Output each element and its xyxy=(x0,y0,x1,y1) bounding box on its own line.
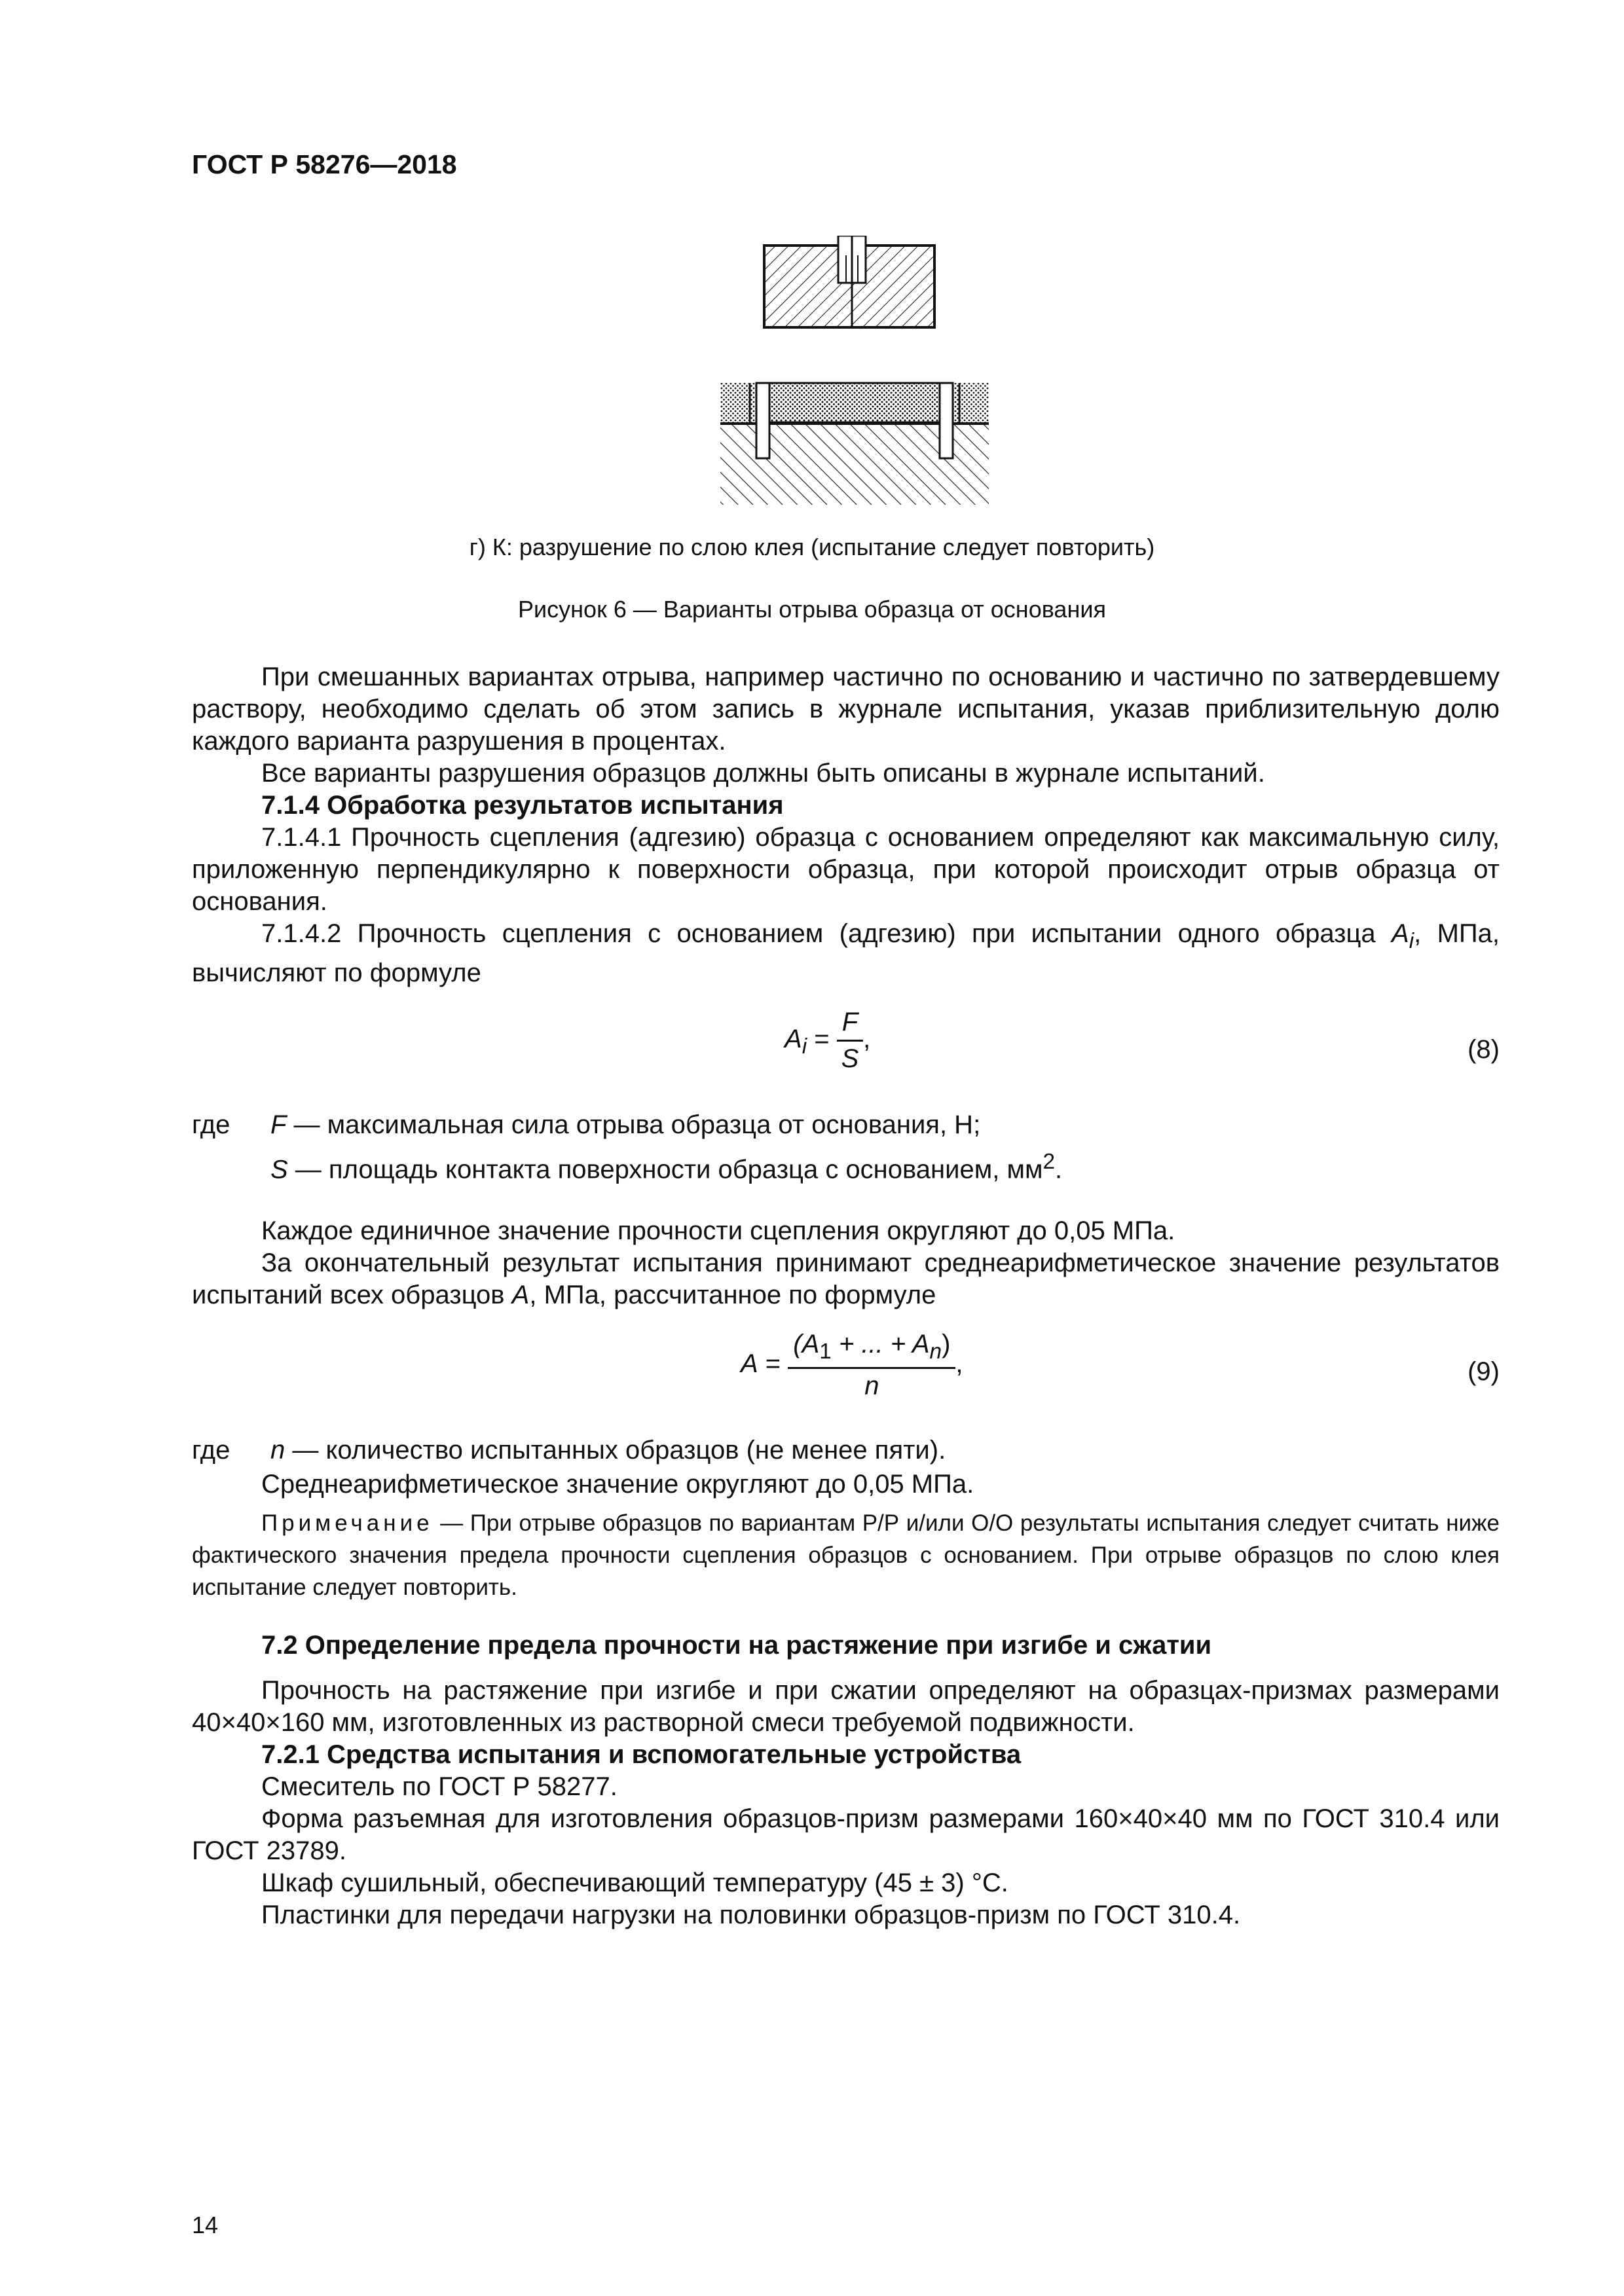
figure-subcaption: г) К: разрушение по слою клея (испытание следует повторить) xyxy=(469,534,1155,560)
paragraph-average-rounding: Среднеарифметическое значение округляют до 0,05 МПа. xyxy=(261,1470,974,1499)
paragraph-oven: Шкаф сушильный, обеспечивающий температуру (45 ± 3) °С. xyxy=(261,1868,1008,1897)
figure-caption: Рисунок 6 — Варианты отрыва образца от основания xyxy=(518,596,1106,623)
paragraph-rounding: Каждое единичное значение прочности сцепления округляют до 0,05 МПа. xyxy=(261,1216,1175,1245)
note: Примечание — При отрыве образцов по вариантам Р/Р и/или О/О результаты испытания следует считать ниже фактического значения предела прочности сцепления образцов с основанием. При отрыве образцов по слою клея испытание следует повторить. xyxy=(192,1510,1500,1600)
document-header: ГОСТ Р 58276—2018 xyxy=(192,149,457,179)
where-row-F: где F — максимальная сила отрыва образца от основания, Н; xyxy=(192,1110,981,1139)
section-heading-7-1-4: 7.1.4 Обработка результатов испытания xyxy=(261,791,784,820)
where-row-S: S — площадь контакта поверхности образца с основанием, $мм^2$. xyxy=(270,1150,1063,1184)
formula-8: $A_i$ = $\frac{F}{S}$ , (8) xyxy=(784,1008,1500,1073)
paragraph-mixed-failure: При смешанных вариантах отрыва, например частично по основанию и частично по затвердевшему раствору, необходимо сделать об этом запись в журнале испытания, указав приблизительную долю каждого варианта разрушения в процентах. xyxy=(192,663,1500,756)
body-text xyxy=(192,661,1500,1931)
paragraph-final-result: За окончательный результат испытания принимают среднеарифметическое значение результатов испытаний всех образцов A, МПа, рассчитанное по формуле xyxy=(192,1248,1500,1309)
equation-number-8: (8) xyxy=(1467,1035,1500,1064)
paragraph-mixer: Смеситель по ГОСТ Р 58277. xyxy=(261,1772,618,1801)
paragraph-7-1-4-2: 7.1.4.2 Прочность сцепления с основанием (адгезию) при испытании одного образца $A_i$, МПа, вычисляют по формуле xyxy=(192,919,1500,987)
paragraph-mold: Форма разъемная для изготовления образцов-призм размерами 160×40×40 мм по ГОСТ 310.4 или ГОСТ 23789. xyxy=(192,1804,1500,1865)
figure-adhesive-layer-failure xyxy=(720,236,995,511)
section-heading-7-2-1: 7.2.1 Средства испытания и вспомогательные устройства xyxy=(261,1740,1022,1769)
paragraph-plates: Пластинки для передачи нагрузки на половинки образцов-призм по ГОСТ 310.4. xyxy=(261,1901,1241,1929)
paragraph-all-variants: Все варианты разрушения образцов должны быть описаны в журнале испытаний. xyxy=(261,759,1265,788)
paragraph-7-1-4-1: 7.1.4.1 Прочность сцепления (адгезию) образца с основанием определяют как максимальную силу, приложенную перпендикулярно к поверхности образца, при которой происходит отрыв образца от основания. xyxy=(192,823,1500,916)
paragraph-7-2: Прочность на растяжение при изгибе и при сжатии определяют на образцах-призмах размерами 40×40×160 мм, изготовленных из растворной смеси требуемой подвижности. xyxy=(192,1676,1500,1737)
equation-number-9: (9) xyxy=(1467,1357,1500,1386)
page-number: 14 xyxy=(192,2212,219,2238)
top-stamp-block xyxy=(764,236,934,327)
formula-9: A = $\frac{(A_1 + ... + A_n)}{n}$ , (9) xyxy=(741,1330,1500,1400)
where-row-n: где n — количество испытанных образцов (не менее пяти). xyxy=(192,1436,946,1465)
section-heading-7-2: 7.2 Определение предела прочности на растяжение при изгибе и сжатии xyxy=(261,1631,1212,1660)
